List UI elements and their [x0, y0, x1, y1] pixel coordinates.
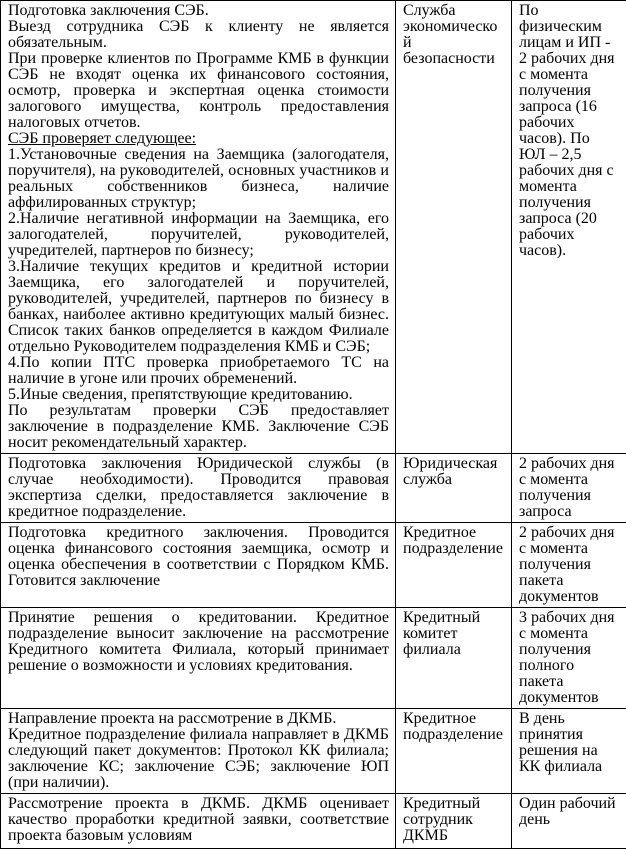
responsible-text: Кредитное подразделение [403, 711, 505, 743]
responsible-cell [396, 794, 512, 849]
activity-paragraph: 3.Наличие текущих кредитов и кредитной истории Заемщика, его залогодателей и поручителей, руководителей, учредителей, партнеров по бизнесу в банках, наиболее активно кредитующих малый бизнес. Список таких банков определяется в каждом Филиале отдельно Руководителем подразделения КМБ и СЭБ; [8, 259, 389, 355]
term-cell [512, 709, 626, 794]
table-row [1, 454, 626, 523]
term-cell [512, 608, 626, 709]
activity-paragraph: Подготовка заключения Юридической службы (в случае необходимости). Проводится правовая экспертиза сделки, предоставляется заключение в кредитное подразделение. [8, 456, 389, 520]
activity-cell [1, 794, 396, 849]
term-cell [512, 523, 626, 608]
activity-cell [1, 454, 396, 523]
term-text: По физическим лицам и ИП - 2 рабочих дня с момента получения запроса (16 рабочих часов). По ЮЛ – 2,5 рабочих дня с момента получения запроса (20 рабочих часов). [519, 3, 620, 259]
activity-paragraph: Кредитное подразделение филиала направляет в ДКМБ следующий пакет документов: Протокол КК филиала; заключение КС; заключение СЭБ; заключение ЮП (при наличии). [8, 727, 389, 791]
activity-paragraph: 4.По копии ПТС проверка приобретаемого ТС на наличие в угоне или прочих обременений. [8, 355, 389, 387]
responsible-cell [396, 523, 512, 608]
responsible-cell [396, 608, 512, 709]
activity-paragraph: 2.Наличие негативной информации на Заемщика, его залогодателей, поручителей, руководителей, учредителей, партнеров по бизнесу; [8, 211, 389, 259]
responsible-text: Кредитный комитет филиала [403, 610, 505, 658]
activity-paragraph: 5.Иные сведения, препятствующие кредитованию. [8, 387, 389, 403]
table-row [1, 1, 626, 454]
activity-paragraph: Выезд сотрудника СЭБ к клиенту не является обязательным. [8, 19, 389, 51]
activity-paragraph: 1.Установочные сведения на Заемщика (залогодателя, поручителя), на руководителей, основных участников и реальных собственников бизнеса, наличие аффилированных структур; [8, 147, 389, 211]
table-row [1, 523, 626, 608]
table-row [1, 794, 626, 849]
responsible-text: Кредитное подразделение [403, 525, 505, 557]
term-cell [512, 794, 626, 849]
activity-paragraph: Подготовка кредитного заключения. Проводится оценка финансового состояния заемщика, осмотр и оценка обеспечения в соответствии с Порядком КМБ. Готовится заключение [8, 525, 389, 589]
activity-paragraph: При проверке клиентов по Программе КМБ в функции СЭБ не входят оценка их финансового состояния, осмотр, проверка и экспертная оценка стоимости залогового имущества, контроль предоставления налоговых отчетов. [8, 51, 389, 131]
responsible-cell [396, 709, 512, 794]
activity-cell [1, 709, 396, 794]
activity-cell [1, 608, 396, 709]
term-text: 2 рабочих дня с момента получения запроса [519, 456, 620, 520]
table-row [1, 608, 626, 709]
activity-paragraph: Направление проекта на рассмотрение в ДКМБ. [8, 711, 389, 727]
responsible-text: Юридическая служба [403, 456, 505, 488]
activity-paragraph: Подготовка заключения СЭБ. [8, 3, 389, 19]
table-row [1, 709, 626, 794]
responsible-cell [396, 454, 512, 523]
activity-paragraph: Принятие решения о кредитовании. Кредитное подразделение выносит заключение на рассмотрение Кредитного комитета Филиала, который принимает решение о возможности и условиях кредитования. [8, 610, 389, 674]
term-text: 3 рабочих дня с момента получения полного пакета документов [519, 610, 620, 706]
activity-cell [1, 1, 396, 454]
term-text: Один рабочий день [519, 796, 620, 828]
term-cell [512, 454, 626, 523]
activity-cell [1, 523, 396, 608]
activity-paragraph: СЭБ проверяет следующее: [8, 131, 389, 147]
activity-paragraph: По результатам проверки СЭБ предоставляет заключение в подразделение КМБ. Заключение СЭБ носит рекомендательный характер. [8, 403, 389, 451]
term-text: 2 рабочих дня с момента получения пакета документов [519, 525, 620, 605]
activity-paragraph: Рассмотрение проекта в ДКМБ. ДКМБ оценивает качество проработки кредитной заявки, соответствие проекта базовым условиям [8, 796, 389, 844]
responsible-text: Кредитный сотрудник ДКМБ [403, 796, 505, 844]
term-cell [512, 1, 626, 454]
responsible-text: Служба экономической безопасности [403, 3, 505, 67]
term-text: В день принятия решения на КК филиала [519, 711, 620, 775]
responsible-cell [396, 1, 512, 454]
